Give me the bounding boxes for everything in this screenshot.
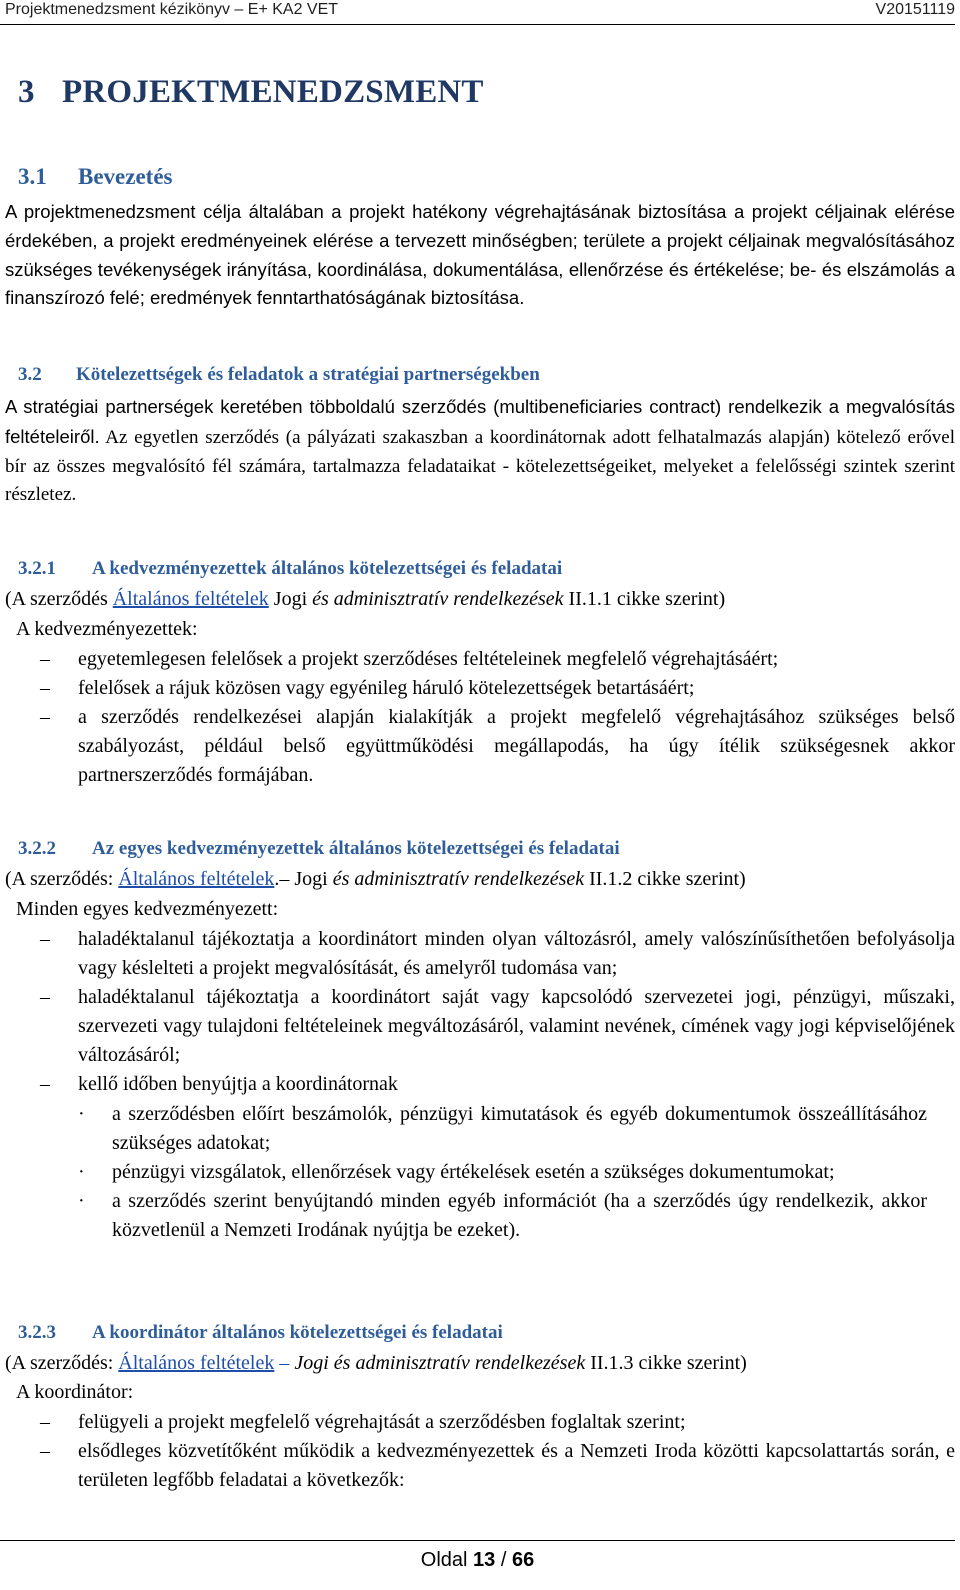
list-item: – felügyeli a projekt megfelelő végrehajtását a szerződésben foglaltak szerint; [0, 1408, 955, 1437]
partnership-text-serif: Az egyetlen szerződés (a pályázati szakaszban a koordinátornak adott felhatalmazás alapján) kötelező erővel bír az összes megvalósító fél számára, tartalmazza feladataikat - kötelezettségeiket, melyeket a felelősségi szintek szerint részletez. [5, 426, 955, 506]
chapter-title: PROJEKTMENEDZSMENT [62, 74, 484, 110]
section-number: 3.2 [18, 364, 42, 385]
ref-middle: .– Jogi [274, 868, 333, 890]
sub-list [0, 1100, 955, 1245]
section-heading-3-2-2 [18, 838, 620, 860]
dash-bullet: – [40, 1411, 50, 1433]
general-conditions-link[interactable]: Általános feltételek [118, 1352, 275, 1374]
partnership-paragraph [5, 393, 955, 510]
dot-bullet: · [78, 1103, 85, 1125]
chapter-heading [18, 74, 484, 111]
general-conditions-link[interactable]: Általános feltételek [118, 868, 275, 890]
dash-bullet: – [40, 648, 50, 670]
page-separator: / [495, 1549, 512, 1571]
page-header [0, 0, 955, 25]
section-title: A kedvezményezettek általános kötelezettségei és feladatai [92, 558, 563, 579]
section-title: Bevezetés [78, 164, 173, 189]
section-title: A koordinátor általános kötelezettségei és feladatai [92, 1322, 503, 1343]
partnership-text-sans: A stratégiai partnerségek keretében többoldalú szerződés (multibeneficiaries contract) rendelkezik a megvalósítás feltételeiről. [5, 396, 955, 447]
page-number [0, 1549, 955, 1572]
page-label: Oldal [420, 1549, 474, 1571]
list-label: A kedvezményezettek: [16, 618, 198, 640]
contract-reference [5, 868, 746, 891]
dash-bullet: – [40, 1440, 50, 1462]
ref-prefix: (A szerződés: [5, 1352, 119, 1374]
beneficiaries-list [0, 645, 955, 790]
sub-list-item: · a szerződésben előírt beszámolók, pénzügyi kimutatások és egyéb dokumentumok összeállításához szükséges adatokat; [0, 1100, 927, 1158]
contract-reference [5, 588, 725, 611]
ref-italic: és adminisztratív rendelkezések [332, 868, 585, 890]
total-pages: 66 [511, 1549, 535, 1571]
coordinator-list [0, 1408, 955, 1495]
list-item: – haladéktalanul tájékoztatja a koordinátort saját vagy kapcsolódó szervezetei jogi, pénzügyi, műszaki, szervezeti vagy tulajdoni feltételeinek megváltozásáról, valamint nevének, címének vagy jogi képviselőjének változásáról; [0, 983, 955, 1070]
list-item: – felelősek a rájuk közösen vagy egyénileg háruló kötelezettségek betartásáért; [0, 674, 955, 703]
sub-list-item: · pénzügyi vizsgálatok, ellenőrzések vagy értékelések esetén a szükséges dokumentumokat; [0, 1158, 927, 1187]
ref-suffix: II.1.1 cikke szerint) [563, 588, 726, 610]
ref-middle: Jogi [268, 588, 313, 610]
list-item: – a szerződés rendelkezései alapján kialakítják a projekt megfelelő végrehajtásához szükséges belső szabályozást, például belső együttműködési megállapodás, ha úgy ítélik szükségesnek akkor partnerszerződés formájában. [0, 703, 955, 790]
current-page: 13 [473, 1549, 496, 1571]
contract-reference [5, 1352, 747, 1375]
dot-bullet: · [78, 1161, 85, 1183]
each-beneficiary-list [0, 925, 955, 1245]
section-number: 3.1 [18, 164, 47, 189]
ref-dash: – [274, 1352, 295, 1374]
list-item: – kellő időben benyújtja a koordinátornak [0, 1070, 955, 1099]
ref-italic: Jogi és adminisztratív rendelkezések [294, 1352, 586, 1374]
dash-bullet: – [40, 706, 50, 728]
general-conditions-link[interactable]: Általános feltételek [112, 588, 269, 610]
section-number: 3.2.2 [18, 838, 56, 859]
dash-bullet: – [40, 928, 50, 950]
dash-bullet: – [40, 677, 50, 699]
sub-list-item: · a szerződés szerint benyújtandó minden egyéb információt (ha a szerződés úgy rendelkezik, akkor közvetlenül a Nemzeti Irodának nyújtja be ezeket). [0, 1187, 927, 1245]
ref-prefix: (A szerződés: [5, 868, 119, 890]
list-label: A koordinátor: [16, 1381, 134, 1403]
page-footer [0, 1540, 955, 1590]
intro-text-1: A projektmenedzsment célja általában a projekt hatékony végrehajtásának biztosítása a projekt céljainak elérése érdekében, a projekt eredményeinek elérése a tervezett minőségben; [5, 201, 955, 251]
section-heading-3-1 [18, 164, 173, 190]
chapter-number: 3 [18, 74, 35, 110]
ref-prefix: (A szerződés [5, 588, 113, 610]
list-item: – egyetemlegesen felelősek a projekt szerződéses feltételeinek megfelelő végrehajtásáért; [0, 645, 955, 674]
intro-text-2: területe a projekt céljainak megvalósításához szükséges tevékenységek irányítása, koordinálása, dokumentálása, ellenőrzése és értékelése; be- és elszámolás a finanszírozó felé; eredmények fenntarthatóságának biztosítása. [5, 229, 955, 309]
section-heading-3-2 [18, 364, 540, 386]
section-heading-3-2-3 [18, 1322, 503, 1344]
list-label: Minden egyes kedvezményezett: [16, 898, 279, 920]
section-title: Kötelezettségek és feladatok a stratégiai partnerségekben [76, 364, 540, 385]
dash-bullet: – [40, 986, 50, 1008]
section-number: 3.2.3 [18, 1322, 56, 1343]
intro-paragraph [5, 198, 955, 313]
ref-suffix: II.1.3 cikke szerint) [585, 1352, 747, 1374]
ref-italic: és adminisztratív rendelkezések [312, 588, 564, 610]
ref-suffix: II.1.2 cikke szerint) [584, 868, 746, 890]
list-item: – haladéktalanul tájékoztatja a koordinátort minden olyan változásról, amely valószínűsíthetően befolyásolja vagy késlelteti a projekt megvalósítását, és amelyről tudomása van; [0, 925, 955, 983]
section-number: 3.2.1 [18, 558, 56, 579]
list-item: – elsődleges közvetítőként működik a kedvezményezettek és a Nemzeti Iroda közötti kapcsolattartás során, e területen legfőbb feladatai a következők: [0, 1437, 955, 1495]
header-doc-title: Projektmenedzsment kézikönyv – E+ KA2 VET [5, 1, 339, 18]
dot-bullet: · [78, 1190, 85, 1212]
section-title: Az egyes kedvezményezettek általános kötelezettségei és feladatai [92, 838, 620, 859]
section-heading-3-2-1 [18, 558, 562, 580]
header-version: V20151119 [875, 1, 955, 18]
dash-bullet: – [40, 1073, 50, 1095]
